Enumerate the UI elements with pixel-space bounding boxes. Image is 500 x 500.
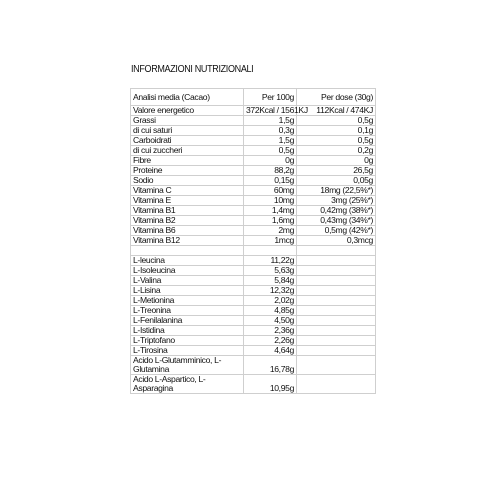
nutrient-per-dose: 0,1g: [297, 126, 376, 136]
nutrient-row: [131, 216, 376, 226]
nutrient-per-dose: 3mg (25%*): [297, 196, 376, 206]
aminoacid-per-100g: 4,50g: [244, 316, 297, 326]
nutrient-name: Vitamina B1: [131, 206, 244, 216]
aminoacid-per-dose: [297, 296, 376, 306]
nutrition-table-wrapper: [130, 88, 371, 394]
aminoacid-row: [131, 336, 376, 346]
aminoacid-row: [131, 306, 376, 316]
header-analysis: Analisi media (Cacao): [131, 89, 244, 106]
nutrient-name: Carboidrati: [131, 136, 244, 146]
nutrient-row: [131, 186, 376, 196]
aminoacid-row: [131, 276, 376, 286]
aminoacid-per-dose: [297, 256, 376, 266]
aminoacid-row: [131, 356, 376, 375]
aminoacid-per-100g: 12,32g: [244, 286, 297, 296]
aminoacid-row: [131, 256, 376, 266]
aminoacid-per-100g: 5,63g: [244, 266, 297, 276]
nutrient-per-100g: 1,5g: [244, 116, 297, 126]
aminoacid-row: [131, 316, 376, 326]
nutrient-name: Vitamina C: [131, 186, 244, 196]
aminoacid-row: [131, 296, 376, 306]
aminoacid-per-dose: [297, 336, 376, 346]
nutrient-per-dose: 0,5g: [297, 136, 376, 146]
nutrient-row: [131, 116, 376, 126]
nutrient-name: Vitamina B2: [131, 216, 244, 226]
aminoacid-row: [131, 326, 376, 336]
header-per-100g: Per 100g: [244, 89, 297, 106]
nutrient-row: [131, 206, 376, 216]
nutrient-per-dose: 0,43mg (34%*): [297, 216, 376, 226]
aminoacid-per-100g: 4,64g: [244, 346, 297, 356]
nutrient-per-dose: 0,42mg (38%*): [297, 206, 376, 216]
nutrient-per-dose: 26,5g: [297, 166, 376, 176]
nutrient-name: Proteine: [131, 166, 244, 176]
aminoacid-per-dose: [297, 266, 376, 276]
nutrient-per-100g: 0,15g: [244, 176, 297, 186]
nutrient-row: [131, 166, 376, 176]
spacer-cell: [244, 246, 297, 256]
aminoacid-per-dose: [297, 356, 376, 375]
aminoacid-name: Acido L-Aspartico, L-Asparagina: [131, 375, 244, 394]
aminoacid-name: L-leucina: [131, 256, 244, 266]
nutrient-per-dose: 0,05g: [297, 176, 376, 186]
aminoacid-name: L-Isoleucina: [131, 266, 244, 276]
aminoacid-name: L-Lisina: [131, 286, 244, 296]
aminoacid-per-dose: [297, 286, 376, 296]
nutrient-per-100g: 1,5g: [244, 136, 297, 146]
aminoacid-per-100g: 4,85g: [244, 306, 297, 316]
aminoacid-name: L-Istidina: [131, 326, 244, 336]
aminoacid-row: [131, 286, 376, 296]
nutrient-per-100g: 60mg: [244, 186, 297, 196]
aminoacid-name: L-Valina: [131, 276, 244, 286]
nutrient-per-dose: 112Kcal / 474KJ: [297, 106, 376, 116]
aminoacid-per-dose: [297, 326, 376, 336]
nutrient-name: di cui saturi: [131, 126, 244, 136]
aminoacid-per-100g: 11,22g: [244, 256, 297, 266]
table-spacer-row: [131, 246, 376, 256]
nutrient-name: Sodio: [131, 176, 244, 186]
nutrient-per-100g: 2mg: [244, 226, 297, 236]
spacer-cell: [297, 246, 376, 256]
aminoacid-row: [131, 266, 376, 276]
aminoacid-per-dose: [297, 306, 376, 316]
nutrient-name: Grassi: [131, 116, 244, 126]
nutrient-per-dose: 0,5mg (42%*): [297, 226, 376, 236]
nutrient-per-100g: 1,4mg: [244, 206, 297, 216]
nutrient-per-100g: 88,2g: [244, 166, 297, 176]
nutrient-row: [131, 146, 376, 156]
aminoacid-name: L-Fenilalanina: [131, 316, 244, 326]
aminoacid-name: L-Tirosina: [131, 346, 244, 356]
nutrient-per-100g: 10mg: [244, 196, 297, 206]
nutrition-table: [130, 88, 376, 394]
nutrient-name: Valore energetico: [131, 106, 244, 116]
header-per-dose: Per dose (30g): [297, 89, 376, 106]
aminoacid-per-dose: [297, 276, 376, 286]
aminoacid-per-100g: 2,02g: [244, 296, 297, 306]
nutrient-per-100g: 1mcg: [244, 236, 297, 246]
aminoacid-name: L-Metionina: [131, 296, 244, 306]
nutrient-per-100g: 0g: [244, 156, 297, 166]
aminoacid-per-dose: [297, 316, 376, 326]
aminoacid-per-dose: [297, 375, 376, 394]
nutrient-per-100g: 0,5g: [244, 146, 297, 156]
aminoacid-per-100g: 10,95g: [244, 375, 297, 394]
nutrient-per-100g: 372Kcal / 1561KJ: [244, 106, 297, 116]
nutrient-per-dose: 0,2g: [297, 146, 376, 156]
aminoacid-row: [131, 346, 376, 356]
nutrient-row: [131, 176, 376, 186]
nutrient-row: [131, 226, 376, 236]
nutrient-per-dose: 0,5g: [297, 116, 376, 126]
aminoacid-name: L-Triptofano: [131, 336, 244, 346]
nutrient-name: Vitamina B12: [131, 236, 244, 246]
nutrient-name: di cui zuccheri: [131, 146, 244, 156]
nutrient-name: Fibre: [131, 156, 244, 166]
nutrient-per-dose: 0,3mcg: [297, 236, 376, 246]
nutrient-per-100g: 0,3g: [244, 126, 297, 136]
nutrient-row: [131, 196, 376, 206]
aminoacid-per-dose: [297, 346, 376, 356]
nutrient-name: Vitamina B6: [131, 226, 244, 236]
aminoacid-name: L-Treonina: [131, 306, 244, 316]
aminoacid-row: [131, 375, 376, 394]
table-header-row: [131, 89, 376, 106]
aminoacid-per-100g: 5,84g: [244, 276, 297, 286]
nutrient-name: Vitamina E: [131, 196, 244, 206]
nutrient-row: [131, 236, 376, 246]
aminoacid-per-100g: 2,36g: [244, 326, 297, 336]
nutrient-row: [131, 106, 376, 116]
nutrient-per-100g: 1,6mg: [244, 216, 297, 226]
aminoacid-per-100g: 2,26g: [244, 336, 297, 346]
nutrient-row: [131, 136, 376, 146]
spacer-cell: [131, 246, 244, 256]
aminoacid-name: Acido L-Glutamminico, L-Glutamina: [131, 356, 244, 375]
nutrient-per-dose: 18mg (22,5%*): [297, 186, 376, 196]
nutrient-row: [131, 156, 376, 166]
section-title: INFORMAZIONI NUTRIZIONALI: [131, 63, 254, 75]
nutrient-row: [131, 126, 376, 136]
nutrient-per-dose: 0g: [297, 156, 376, 166]
aminoacid-per-100g: 16,78g: [244, 356, 297, 375]
